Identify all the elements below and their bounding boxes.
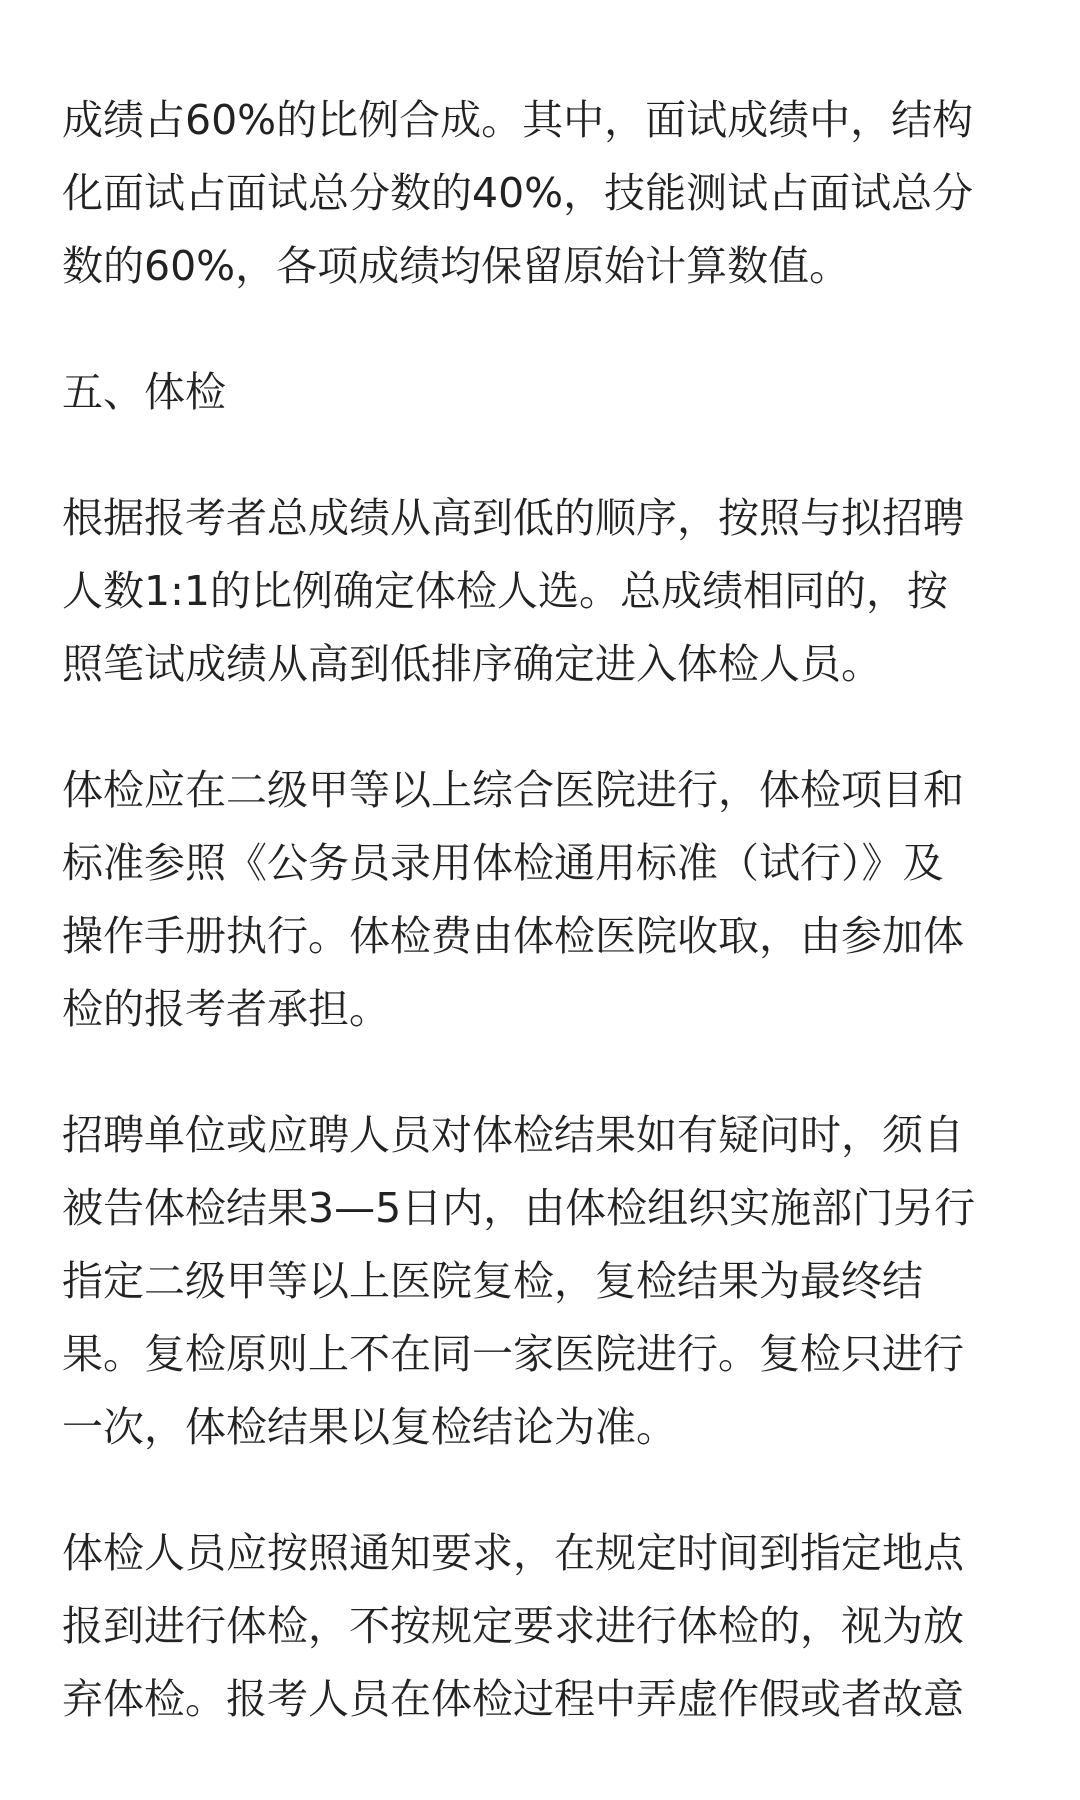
text-line: 弃体检。报考人员在体检过程中弄虚作假或者故意 — [62, 1675, 964, 1723]
text-line: 果。复检原则上不在同一家医院进行。复检只进行 — [62, 1330, 964, 1378]
text-line: 化面试占面试总分数的40%，技能测试占面试总分 — [62, 169, 974, 217]
paragraph-exam-hospital — [62, 754, 1022, 1046]
text-line: 操作手册执行。体检费由体检医院收取，由参加体 — [62, 912, 964, 960]
text-line: 数的60%，各项成绩均保留原始计算数值。 — [62, 242, 851, 290]
text-line: 根据报考者总成绩从高到低的顺序，按照与拟招聘 — [62, 494, 964, 542]
paragraph-exam-attendance — [62, 1517, 1022, 1736]
text-line: 招聘单位或应聘人员对体检结果如有疑问时，须自 — [62, 1111, 964, 1159]
text-line: 人数1:1的比例确定体检人选。总成绩相同的，按 — [62, 567, 948, 615]
text-line: 体检人员应按照通知要求，在规定时间到指定地点 — [62, 1529, 964, 1577]
paragraph-exam-selection — [62, 482, 1022, 701]
text-line: 报到进行体检，不按规定要求进行体检的，视为放 — [62, 1602, 964, 1650]
text-line: 照笔试成绩从高到低排序确定进入体检人员。 — [62, 640, 882, 688]
section-heading-physical-exam — [62, 356, 1022, 429]
section-heading-text: 五、体检 — [62, 368, 226, 416]
text-line: 指定二级甲等以上医院复检，复检结果为最终结 — [62, 1257, 923, 1305]
paragraph-recheck — [62, 1099, 1022, 1464]
text-line: 一次，体检结果以复检结论为准。 — [62, 1403, 677, 1451]
text-line: 成绩占60%的比例合成。其中，面试成绩中，结构 — [62, 96, 974, 144]
text-line: 检的报考者承担。 — [62, 985, 390, 1033]
article-body — [62, 84, 1022, 1789]
text-line: 被告体检结果3—5日内，由体检组织实施部门另行 — [62, 1184, 976, 1232]
paragraph-score-composition — [62, 84, 1022, 303]
text-line: 体检应在二级甲等以上综合医院进行，体检项目和 — [62, 766, 964, 814]
text-line: 标准参照《公务员录用体检通用标准（试行）》及 — [62, 839, 944, 887]
